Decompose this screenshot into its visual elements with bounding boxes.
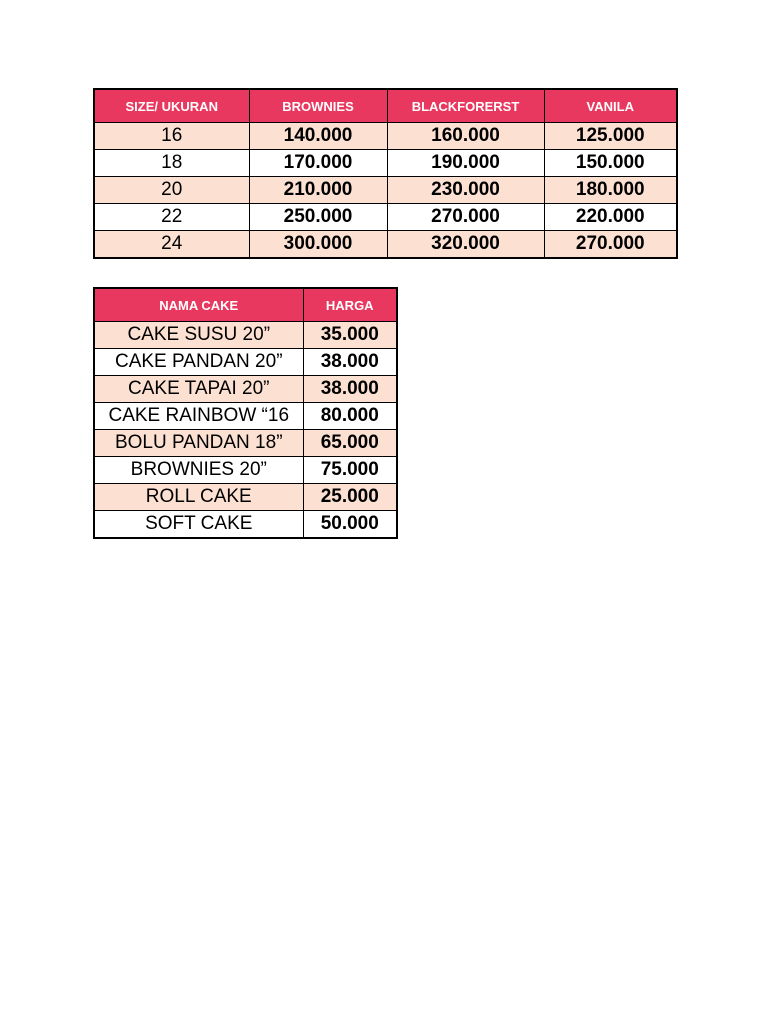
header-size: SIZE/ UKURAN [94, 89, 249, 123]
cake-name-cell: SOFT CAKE [94, 511, 303, 539]
price-cell: 140.000 [249, 123, 387, 150]
cake-name-cell: BOLU PANDAN 18” [94, 430, 303, 457]
size-cell: 18 [94, 150, 249, 177]
price-cell: 220.000 [544, 204, 677, 231]
price-cell: 150.000 [544, 150, 677, 177]
price-cell: 180.000 [544, 177, 677, 204]
price-cell: 65.000 [303, 430, 397, 457]
price-cell: 250.000 [249, 204, 387, 231]
cake-name-cell: CAKE RAINBOW “16 [94, 403, 303, 430]
price-cell: 230.000 [387, 177, 544, 204]
table-row [94, 403, 397, 430]
table-row [94, 322, 397, 349]
table-row [94, 376, 397, 403]
table-row [94, 457, 397, 484]
price-cell: 125.000 [544, 123, 677, 150]
cake-name-cell: CAKE SUSU 20” [94, 322, 303, 349]
cake-price-table [93, 287, 398, 539]
header-brownies: BROWNIES [249, 89, 387, 123]
cake-name-cell: ROLL CAKE [94, 484, 303, 511]
price-cell: 170.000 [249, 150, 387, 177]
price-cell: 190.000 [387, 150, 544, 177]
table-row [94, 231, 677, 259]
price-cell: 320.000 [387, 231, 544, 259]
table-row [94, 484, 397, 511]
price-cell: 35.000 [303, 322, 397, 349]
header-vanila: VANILA [544, 89, 677, 123]
header-price: HARGA [303, 288, 397, 322]
table-header-row [94, 89, 677, 123]
size-cell: 24 [94, 231, 249, 259]
price-cell: 210.000 [249, 177, 387, 204]
price-cell: 270.000 [544, 231, 677, 259]
price-cell: 300.000 [249, 231, 387, 259]
table-row [94, 430, 397, 457]
price-cell: 38.000 [303, 349, 397, 376]
table-row [94, 349, 397, 376]
header-cake-name: NAMA CAKE [94, 288, 303, 322]
table-row [94, 204, 677, 231]
size-cell: 16 [94, 123, 249, 150]
price-cell: 80.000 [303, 403, 397, 430]
table-row [94, 123, 677, 150]
price-cell: 75.000 [303, 457, 397, 484]
header-blackforest: BLACKFORERST [387, 89, 544, 123]
size-cell: 22 [94, 204, 249, 231]
price-cell: 50.000 [303, 511, 397, 539]
price-cell: 38.000 [303, 376, 397, 403]
cake-name-cell: BROWNIES 20” [94, 457, 303, 484]
cake-name-cell: CAKE TAPAI 20” [94, 376, 303, 403]
table-row [94, 177, 677, 204]
table-header-row [94, 288, 397, 322]
size-price-table [93, 88, 678, 259]
price-cell: 160.000 [387, 123, 544, 150]
table-row [94, 511, 397, 539]
price-cell: 270.000 [387, 204, 544, 231]
price-cell: 25.000 [303, 484, 397, 511]
table-row [94, 150, 677, 177]
size-cell: 20 [94, 177, 249, 204]
cake-name-cell: CAKE PANDAN 20” [94, 349, 303, 376]
